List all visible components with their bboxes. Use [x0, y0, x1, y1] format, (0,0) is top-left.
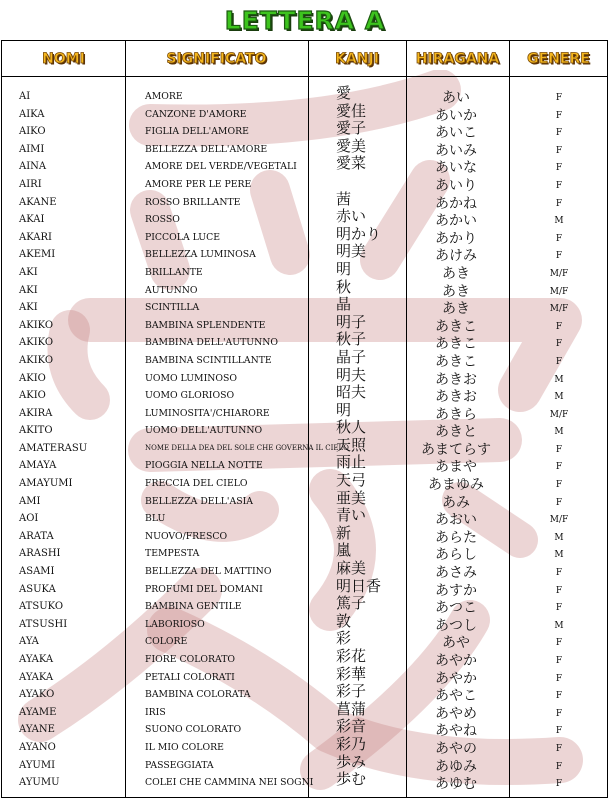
cell-kanji: 秋: [336, 277, 352, 296]
cell-kanji: 晶子: [336, 347, 367, 366]
cell-kanji: 愛: [336, 84, 352, 102]
cell-nome: AYAME: [19, 706, 57, 718]
header-nomi: NOMI: [42, 50, 85, 67]
cell-genere: M/F: [549, 268, 569, 279]
cell-hiragana: あきお: [435, 371, 477, 388]
cell-nome: AIMI: [19, 143, 45, 155]
cell-nome: AIRI: [19, 178, 42, 190]
cell-genere: F: [555, 480, 563, 491]
cell-hiragana: あおい: [435, 512, 477, 529]
cell-genere: F: [555, 198, 563, 209]
cell-significato: FIGLIA DELL'AMORE: [145, 126, 249, 138]
cell-hiragana: あやめ: [435, 705, 477, 722]
table-row: [0, 453, 610, 476]
cell-kanji: 愛美: [336, 136, 367, 155]
table-row: [0, 330, 610, 353]
cell-hiragana: あやこ: [435, 688, 477, 705]
cell-kanji: 彩華: [336, 664, 367, 683]
cell-significato: AMORE: [145, 91, 183, 102]
header-divider: [2, 76, 607, 77]
cell-hiragana: あすか: [435, 582, 477, 599]
cell-significato: FIORE COLORATO: [145, 654, 236, 665]
cell-genere: F: [555, 638, 563, 649]
cell-significato: PICCOLA LUCE: [145, 231, 221, 243]
table-row: [0, 84, 610, 106]
cell-significato: AMORE PER LE PERE: [145, 178, 252, 190]
cell-nome: ARASHI: [19, 548, 61, 560]
table-row: [0, 347, 610, 370]
cell-significato: PASSEGGIATA: [145, 759, 214, 771]
cell-hiragana: あき: [442, 283, 470, 300]
cell-kanji: 秋子: [336, 330, 367, 349]
cell-kanji: 新: [336, 523, 352, 542]
cell-kanji: 亜美: [336, 488, 367, 507]
cell-hiragana: あき: [442, 265, 470, 282]
cell-significato: SUONO COLORATO: [145, 724, 242, 736]
cell-significato: PIOGGIA NELLA NOTTE: [145, 460, 263, 472]
cell-kanji: 秋人: [336, 418, 367, 437]
cell-genere: F: [555, 691, 563, 702]
cell-genere: M: [554, 392, 564, 403]
cell-hiragana: あかね: [435, 195, 477, 212]
cell-nome: AYANO: [19, 741, 56, 753]
cell-kanji: 青い: [336, 506, 367, 525]
cell-kanji: 明日香: [336, 576, 382, 595]
cell-nome: AKI: [19, 266, 38, 278]
cell-hiragana: あきこ: [435, 353, 477, 370]
table-row: [0, 242, 610, 265]
header-significato: SIGNIFICATO: [166, 50, 267, 67]
header-genere: GENERE: [527, 50, 590, 67]
cell-kanji: 晶: [336, 295, 352, 314]
cell-nome: AMAYA: [19, 460, 57, 472]
cell-genere: F: [555, 251, 563, 262]
table-body: [0, 84, 610, 793]
table-row: [0, 629, 610, 652]
cell-nome: AYANE: [19, 724, 55, 736]
cell-genere: F: [555, 462, 563, 473]
cell-kanji: 歩み: [336, 752, 367, 771]
cell-kanji: 茜: [336, 189, 352, 208]
cell-nome: ATSUKO: [19, 601, 64, 613]
cell-significato: UOMO DELL'AUTUNNO: [145, 425, 263, 437]
cell-hiragana: あらし: [435, 547, 477, 564]
cell-nome: AKEMI: [19, 249, 56, 261]
table-row: [0, 400, 610, 423]
cell-kanji: 雨止: [336, 453, 367, 472]
cell-genere: M: [554, 532, 564, 543]
table-row: [0, 295, 610, 318]
table-row: [0, 277, 610, 300]
cell-significato: UOMO GLORIOSO: [145, 390, 235, 402]
cell-genere: F: [555, 726, 563, 737]
cell-kanji: 愛子: [336, 119, 367, 138]
table-row: [0, 664, 610, 687]
cell-kanji: 彩乃: [336, 734, 367, 753]
cell-hiragana: あいか: [435, 107, 477, 124]
cell-genere: F: [555, 673, 563, 684]
cell-significato: BAMBINA DELL'AUTUNNO: [145, 337, 278, 349]
cell-nome: AKAI: [19, 214, 45, 226]
cell-hiragana: あやか: [435, 653, 477, 669]
cell-kanji: 彩子: [336, 682, 367, 701]
table-row: [0, 154, 610, 177]
cell-nome: AKI: [19, 302, 38, 314]
cell-hiragana: あや: [442, 635, 470, 652]
cell-kanji: 赤い: [336, 207, 367, 226]
cell-genere: M/F: [549, 304, 569, 315]
cell-genere: F: [555, 743, 563, 754]
cell-nome: ASUKA: [19, 583, 56, 595]
cell-significato: LABORIOSO: [145, 618, 205, 630]
cell-kanji: 歩む: [336, 770, 367, 789]
cell-significato: FRECCIA DEL CIELO: [145, 478, 248, 490]
cell-hiragana: あつこ: [435, 600, 477, 617]
cell-significato: BELLEZZA DELL'AMORE: [145, 143, 268, 155]
table-row: [0, 541, 610, 564]
table-row: [0, 312, 610, 335]
cell-genere: F: [555, 497, 563, 508]
cell-nome: AKIRA: [19, 407, 53, 419]
header-hiragana: HIRAGANA: [415, 50, 500, 67]
cell-genere: F: [555, 110, 563, 121]
cell-significato: AUTUNNO: [145, 284, 198, 296]
cell-genere: M/F: [549, 409, 569, 420]
cell-nome: AYA: [19, 636, 39, 648]
cell-hiragana: あいこ: [435, 125, 477, 142]
cell-genere: M: [554, 550, 564, 561]
table-row: [0, 471, 610, 494]
cell-hiragana: あきお: [435, 389, 477, 406]
cell-significato: BELLEZZA DELL'ASIA: [145, 495, 253, 507]
cell-kanji: 天照: [336, 435, 367, 454]
cell-kanji: 明子: [336, 312, 367, 331]
table-row: [0, 189, 610, 212]
cell-kanji: 天弓: [336, 471, 367, 490]
cell-hiragana: あまてらす: [421, 441, 491, 458]
cell-significato: BAMBINA COLORATA: [145, 689, 251, 701]
cell-nome: AINA: [19, 161, 47, 173]
cell-kanji: 愛菜: [336, 154, 367, 173]
cell-significato: NUOVO/FRESCO: [145, 530, 228, 542]
cell-significato: COLEI CHE CAMMINA NEI SOGNI: [145, 777, 314, 789]
cell-hiragana: あらた: [435, 529, 477, 546]
cell-hiragana: あかい: [435, 213, 477, 230]
cell-significato: BELLEZZA LUMINOSA: [145, 249, 256, 261]
cell-significato: ROSSO: [145, 214, 180, 226]
cell-genere: F: [555, 444, 563, 455]
cell-kanji: 菖蒲: [336, 699, 367, 718]
cell-hiragana: あさみ: [435, 565, 477, 582]
cell-kanji: 麻美: [336, 559, 367, 578]
cell-nome: AMI: [19, 495, 41, 507]
cell-nome: AIKO: [19, 126, 46, 138]
cell-significato: SCINTILLA: [145, 302, 200, 314]
cell-kanji: 明: [336, 400, 352, 419]
cell-hiragana: あゆむ: [435, 776, 477, 793]
table-row: [0, 682, 610, 705]
cell-genere: F: [555, 603, 563, 614]
table-row: [0, 259, 610, 282]
cell-nome: ASAMI: [19, 566, 55, 578]
cell-genere: F: [555, 180, 563, 191]
cell-nome: AKIO: [19, 390, 46, 402]
cell-genere: F: [555, 145, 563, 156]
cell-nome: AMATERASU: [19, 442, 88, 454]
cell-significato: BLU: [145, 513, 166, 525]
cell-nome: AYUMU: [19, 777, 60, 789]
cell-genere: F: [555, 356, 563, 367]
cell-hiragana: あつし: [435, 617, 477, 634]
cell-significato: CANZONE D'AMORE: [145, 108, 247, 120]
table-row: [0, 224, 610, 247]
cell-significato: TEMPESTA: [145, 548, 200, 560]
cell-genere: F: [555, 761, 563, 772]
cell-hiragana: あまゆみ: [428, 477, 484, 494]
cell-genere: F: [555, 93, 563, 103]
cell-genere: F: [555, 321, 563, 332]
cell-genere: F: [555, 568, 563, 579]
cell-genere: F: [555, 339, 563, 350]
cell-kanji: 彩花: [336, 647, 367, 665]
table-row: [0, 383, 610, 406]
cell-significato: LUMINOSITA'/CHIARORE: [145, 407, 270, 419]
table-row: [0, 365, 610, 388]
title-band: [0, 0, 610, 40]
cell-hiragana: あいみ: [435, 142, 477, 159]
cell-genere: F: [555, 163, 563, 174]
cell-significato: BAMBINA SPLENDENTE: [145, 319, 266, 331]
cell-hiragana: あいり: [435, 177, 477, 194]
table-row: [0, 418, 610, 441]
cell-hiragana: あかり: [435, 230, 477, 247]
cell-nome: AKIKO: [19, 337, 54, 349]
cell-nome: AKI: [19, 284, 38, 296]
cell-hiragana: あきこ: [435, 318, 477, 335]
cell-nome: AMAYUMI: [19, 478, 73, 490]
cell-hiragana: あやか: [435, 670, 477, 687]
cell-kanji: 昭夫: [336, 383, 367, 402]
cell-significato: COLORE: [145, 636, 188, 648]
cell-significato: PROFUMI DEL DOMANI: [145, 583, 263, 595]
cell-genere: M/F: [549, 286, 569, 297]
cell-kanji: 愛佳: [336, 101, 367, 120]
cell-significato: UOMO LUMINOSO: [145, 372, 237, 384]
cell-hiragana: あまや: [435, 459, 477, 476]
cell-hiragana: あき: [442, 301, 470, 318]
cell-hiragana: あみ: [442, 494, 470, 511]
cell-significato: AMORE DEL VERDE/VEGETALI: [145, 161, 297, 173]
table-row: [0, 734, 610, 757]
table-row: [0, 207, 610, 230]
cell-kanji: 明夫: [336, 365, 367, 384]
table-row: [0, 770, 610, 793]
table-row: [0, 576, 610, 599]
cell-genere: M: [554, 374, 564, 385]
cell-hiragana: あいな: [435, 160, 477, 177]
table-row: [0, 176, 610, 194]
cell-nome: AYAKA: [19, 654, 54, 665]
table-row: [0, 136, 610, 159]
table-row: [0, 611, 610, 634]
cell-genere: M: [554, 427, 564, 438]
cell-kanji: 篤子: [336, 594, 367, 613]
cell-hiragana: あゆみ: [435, 758, 477, 775]
table-row: [0, 506, 610, 529]
cell-hiragana: あきと: [435, 424, 477, 441]
cell-nome: AKIKO: [19, 354, 54, 366]
cell-nome: AYUMI: [19, 759, 56, 771]
table-row: [0, 594, 610, 617]
table-row: [0, 523, 610, 546]
cell-genere: F: [555, 779, 563, 790]
table-row: [0, 717, 610, 740]
cell-nome: AKARI: [19, 231, 52, 243]
cell-genere: M: [554, 620, 564, 631]
header-kanji: KANJI: [335, 50, 379, 67]
cell-kanji: 敦: [336, 611, 352, 630]
cell-genere: F: [555, 656, 563, 666]
cell-significato: BAMBINA SCINTILLANTE: [145, 354, 272, 366]
cell-genere: M: [554, 216, 564, 227]
cell-significato: ROSSO BRILLANTE: [145, 196, 241, 208]
cell-genere: M/F: [549, 515, 569, 526]
page-title: LETTERA A: [224, 5, 386, 35]
cell-kanji: 嵐: [336, 541, 352, 560]
table-row: [0, 488, 610, 511]
cell-nome: AYAKO: [19, 689, 55, 701]
cell-hiragana: あやね: [435, 723, 477, 740]
table-row: [0, 101, 610, 124]
cell-kanji: 明: [336, 259, 352, 278]
cell-kanji: 明かり: [336, 224, 382, 243]
cell-significato: NOME DELLA DEA DEL SOLE CHE GOVERNA IL CIELO: [145, 443, 349, 452]
cell-hiragana: あけみ: [435, 248, 477, 265]
table-row: [0, 699, 610, 722]
cell-hiragana: あやの: [435, 740, 477, 757]
table-row: [0, 647, 610, 669]
cell-nome: AKANE: [19, 196, 57, 208]
cell-hiragana: あきこ: [435, 336, 477, 353]
cell-significato: IL MIO COLORE: [145, 741, 224, 753]
table-row: [0, 119, 610, 142]
cell-significato: IRIS: [145, 706, 166, 718]
cell-kanji: 彩: [336, 629, 352, 648]
cell-nome: AKITO: [19, 425, 53, 437]
cell-hiragana: あい: [442, 90, 470, 106]
cell-genere: F: [555, 128, 563, 139]
table-row: [0, 752, 610, 775]
cell-hiragana: あきら: [435, 406, 477, 423]
cell-nome: ATSUSHI: [19, 618, 68, 630]
cell-genere: F: [555, 233, 563, 244]
cell-significato: PETALI COLORATI: [145, 671, 235, 683]
cell-nome: AKIO: [19, 372, 46, 384]
cell-nome: AI: [19, 91, 31, 102]
cell-kanji: 明美: [336, 242, 367, 261]
cell-kanji: 彩音: [336, 717, 367, 736]
cell-nome: AYAKA: [19, 671, 54, 683]
table-row: [0, 559, 610, 582]
cell-nome: ARATA: [19, 530, 54, 542]
table-row: [0, 435, 610, 458]
cell-nome: AKIKO: [19, 319, 54, 331]
cell-significato: BELLEZZA DEL MATTINO: [145, 566, 272, 578]
cell-genere: F: [555, 585, 563, 596]
cell-significato: BRILLANTE: [145, 266, 203, 278]
cell-nome: AIKA: [19, 108, 45, 120]
cell-genere: F: [555, 708, 563, 719]
cell-significato: BAMBINA GENTILE: [145, 601, 242, 613]
cell-nome: AOI: [19, 513, 39, 525]
